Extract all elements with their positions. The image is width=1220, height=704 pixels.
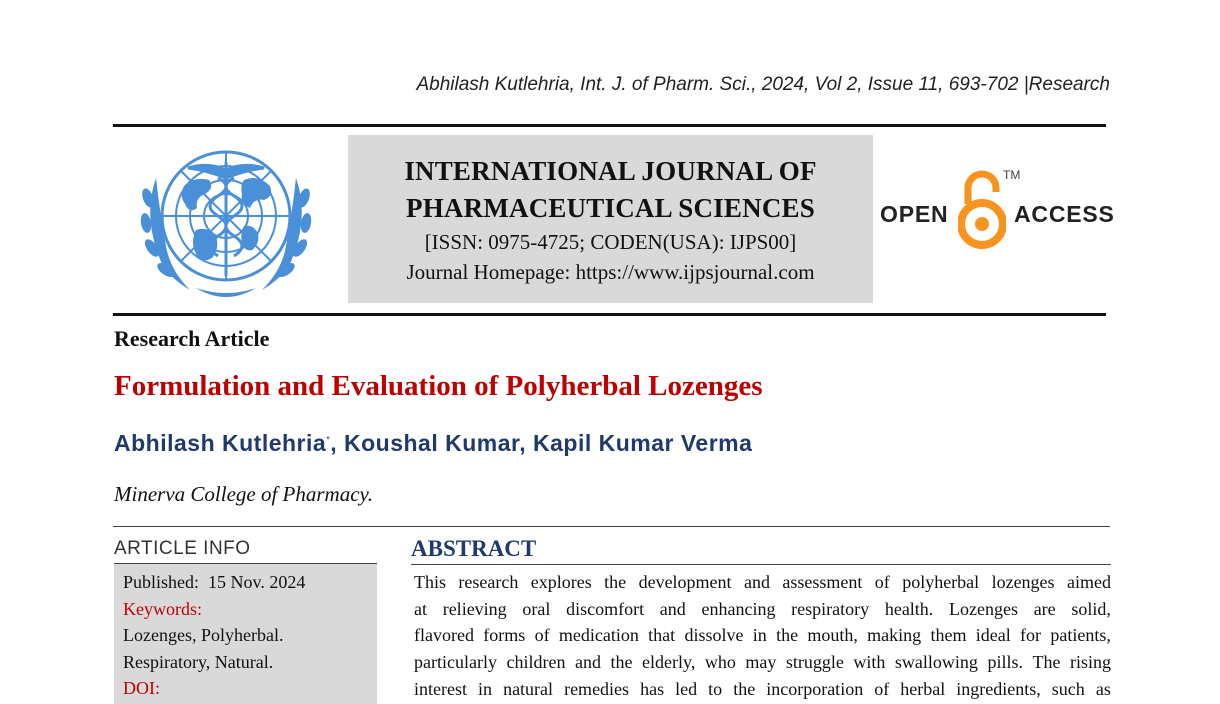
journal-issn: [ISSN: 0975-4725; CODEN(USA): IJPS00] [424, 230, 797, 254]
section-divider [113, 526, 1110, 527]
journal-title-line2: PHARMACEUTICAL SCIENCES [406, 193, 815, 223]
doi-label: DOI: [123, 678, 160, 699]
article-title: Formulation and Evaluation of Polyherbal Lozenges [114, 370, 763, 402]
published-value: 15 Nov. 2024 [208, 572, 306, 592]
published-label: Published: [123, 572, 200, 592]
author-name[interactable]: Kapil Kumar Verma [533, 430, 753, 456]
abstract-line: interest in natural remedies has led to the incorporation of herbal ingredients, such as [414, 678, 1111, 699]
article-type: Research Article [114, 326, 270, 351]
corresponding-author-mark: * [326, 434, 331, 445]
affiliation: Minerva College of Pharmacy. [114, 482, 373, 506]
abstract-line: particularly children and the elderly, who may struggle with swallowing pills. The rising [414, 652, 1111, 673]
keywords-value: Lozenges, Polyherbal. [123, 625, 284, 646]
abstract-line: This research explores the development and assessment of polyherbal lozenges aimed [414, 572, 1111, 592]
abstract-rule [411, 564, 1111, 565]
keywords-value: Respiratory, Natural. [123, 651, 274, 672]
author-name[interactable]: Koushal Kumar [344, 430, 520, 456]
journal-masthead [348, 135, 873, 303]
author-separator: , [519, 430, 533, 456]
open-access-left-text: OPEN [880, 201, 949, 227]
author-list [114, 430, 752, 457]
running-head: Abhilash Kutlehria, Int. J. of Pharm. Sci., 2024, Vol 2, Issue 11, 693-702 |Research [416, 74, 1110, 95]
article-info-heading: ARTICLE INFO [114, 538, 251, 559]
abstract-body [414, 569, 1111, 703]
article-info-box [114, 564, 377, 704]
header-bottom-rule [113, 313, 1106, 316]
abstract-heading: ABSTRACT [411, 536, 537, 561]
author-name[interactable]: Abhilash Kutlehria [114, 430, 327, 456]
abstract-line: flavored forms of medication that dissolve in the mouth, making them ideal for patients, [414, 625, 1111, 646]
keywords-label: Keywords: [123, 598, 202, 619]
published-row [123, 569, 377, 596]
abstract-line: at relieving oral discomfort and enhancing respiratory health. Lozenges are solid, [414, 598, 1111, 619]
open-access-lock-icon [958, 168, 1006, 252]
journal-homepage: Journal Homepage: https://www.ijpsjournal.com [406, 260, 815, 284]
open-access-badge [880, 168, 1115, 254]
open-access-trademark: TM [1003, 168, 1021, 182]
open-access-right-text: ACCESS [1014, 201, 1115, 227]
journal-title-line1: INTERNATIONAL JOURNAL OF [404, 156, 817, 186]
header-top-rule [113, 124, 1106, 127]
author-separator: , [330, 430, 344, 456]
journal-logo-icon [126, 138, 326, 306]
